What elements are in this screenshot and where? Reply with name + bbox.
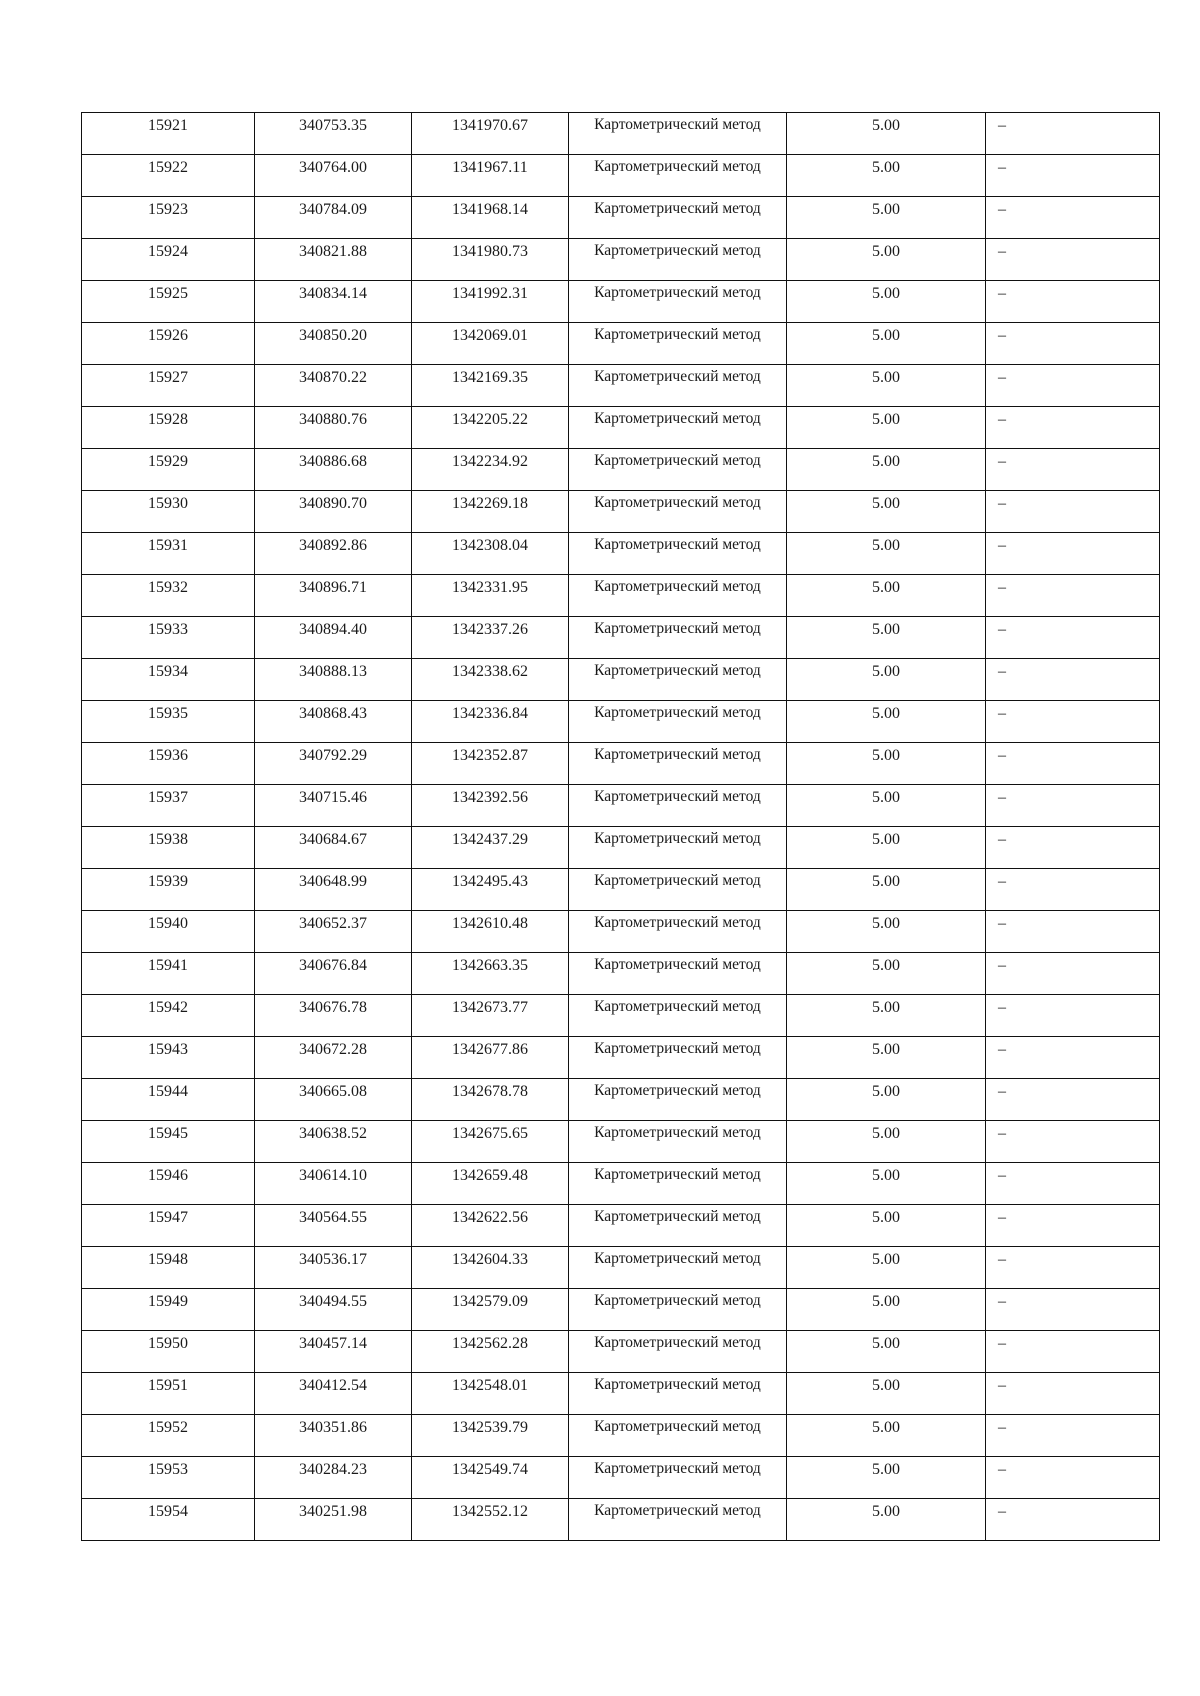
table-row bbox=[82, 1373, 1160, 1415]
table-row bbox=[82, 1289, 1160, 1331]
table-row bbox=[82, 1415, 1160, 1457]
accuracy-cell: 5.00 bbox=[787, 155, 986, 197]
y-coordinate-cell: 1342392.56 bbox=[412, 785, 569, 827]
note-cell: – bbox=[986, 1247, 1160, 1289]
y-coordinate-cell: 1342337.26 bbox=[412, 617, 569, 659]
x-coordinate-cell: 340888.13 bbox=[255, 659, 412, 701]
x-coordinate-cell: 340652.37 bbox=[255, 911, 412, 953]
y-coordinate-cell: 1342437.29 bbox=[412, 827, 569, 869]
accuracy-cell: 5.00 bbox=[787, 953, 986, 995]
note-cell: – bbox=[986, 323, 1160, 365]
method-cell: Картометрический метод bbox=[569, 1079, 787, 1121]
y-coordinate-cell: 1342539.79 bbox=[412, 1415, 569, 1457]
point-number-cell: 15937 bbox=[82, 785, 255, 827]
table-row bbox=[82, 407, 1160, 449]
y-coordinate-cell: 1342604.33 bbox=[412, 1247, 569, 1289]
note-cell: – bbox=[986, 869, 1160, 911]
y-coordinate-cell: 1342622.56 bbox=[412, 1205, 569, 1247]
point-number-cell: 15923 bbox=[82, 197, 255, 239]
y-coordinate-cell: 1342610.48 bbox=[412, 911, 569, 953]
table-row bbox=[82, 743, 1160, 785]
method-cell: Картометрический метод bbox=[569, 1499, 787, 1541]
method-cell: Картометрический метод bbox=[569, 323, 787, 365]
x-coordinate-cell: 340648.99 bbox=[255, 869, 412, 911]
method-cell: Картометрический метод bbox=[569, 1121, 787, 1163]
method-cell: Картометрический метод bbox=[569, 1415, 787, 1457]
method-cell: Картометрический метод bbox=[569, 155, 787, 197]
point-number-cell: 15932 bbox=[82, 575, 255, 617]
x-coordinate-cell: 340494.55 bbox=[255, 1289, 412, 1331]
method-cell: Картометрический метод bbox=[569, 407, 787, 449]
table-row bbox=[82, 995, 1160, 1037]
accuracy-cell: 5.00 bbox=[787, 1373, 986, 1415]
x-coordinate-cell: 340886.68 bbox=[255, 449, 412, 491]
x-coordinate-cell: 340665.08 bbox=[255, 1079, 412, 1121]
accuracy-cell: 5.00 bbox=[787, 911, 986, 953]
note-cell: – bbox=[986, 617, 1160, 659]
point-number-cell: 15953 bbox=[82, 1457, 255, 1499]
y-coordinate-cell: 1342673.77 bbox=[412, 995, 569, 1037]
method-cell: Картометрический метод bbox=[569, 659, 787, 701]
point-number-cell: 15950 bbox=[82, 1331, 255, 1373]
x-coordinate-cell: 340564.55 bbox=[255, 1205, 412, 1247]
accuracy-cell: 5.00 bbox=[787, 281, 986, 323]
x-coordinate-cell: 340684.67 bbox=[255, 827, 412, 869]
note-cell: – bbox=[986, 995, 1160, 1037]
method-cell: Картометрический метод bbox=[569, 1037, 787, 1079]
x-coordinate-cell: 340676.84 bbox=[255, 953, 412, 995]
table-row bbox=[82, 1247, 1160, 1289]
accuracy-cell: 5.00 bbox=[787, 1289, 986, 1331]
x-coordinate-cell: 340896.71 bbox=[255, 575, 412, 617]
y-coordinate-cell: 1342069.01 bbox=[412, 323, 569, 365]
table-row bbox=[82, 1037, 1160, 1079]
method-cell: Картометрический метод bbox=[569, 869, 787, 911]
point-number-cell: 15952 bbox=[82, 1415, 255, 1457]
accuracy-cell: 5.00 bbox=[787, 659, 986, 701]
table-row bbox=[82, 449, 1160, 491]
y-coordinate-cell: 1341968.14 bbox=[412, 197, 569, 239]
note-cell: – bbox=[986, 1079, 1160, 1121]
point-number-cell: 15954 bbox=[82, 1499, 255, 1541]
y-coordinate-cell: 1342663.35 bbox=[412, 953, 569, 995]
point-number-cell: 15928 bbox=[82, 407, 255, 449]
method-cell: Картометрический метод bbox=[569, 113, 787, 155]
note-cell: – bbox=[986, 953, 1160, 995]
table-row bbox=[82, 1163, 1160, 1205]
x-coordinate-cell: 340638.52 bbox=[255, 1121, 412, 1163]
method-cell: Картометрический метод bbox=[569, 1373, 787, 1415]
point-number-cell: 15930 bbox=[82, 491, 255, 533]
table-row bbox=[82, 155, 1160, 197]
table-row bbox=[82, 113, 1160, 155]
method-cell: Картометрический метод bbox=[569, 239, 787, 281]
y-coordinate-cell: 1342549.74 bbox=[412, 1457, 569, 1499]
method-cell: Картометрический метод bbox=[569, 1205, 787, 1247]
point-number-cell: 15949 bbox=[82, 1289, 255, 1331]
accuracy-cell: 5.00 bbox=[787, 1163, 986, 1205]
x-coordinate-cell: 340894.40 bbox=[255, 617, 412, 659]
note-cell: – bbox=[986, 449, 1160, 491]
point-number-cell: 15931 bbox=[82, 533, 255, 575]
y-coordinate-cell: 1342205.22 bbox=[412, 407, 569, 449]
method-cell: Картометрический метод bbox=[569, 449, 787, 491]
y-coordinate-cell: 1342352.87 bbox=[412, 743, 569, 785]
x-coordinate-cell: 340457.14 bbox=[255, 1331, 412, 1373]
point-number-cell: 15927 bbox=[82, 365, 255, 407]
x-coordinate-cell: 340251.98 bbox=[255, 1499, 412, 1541]
y-coordinate-cell: 1342552.12 bbox=[412, 1499, 569, 1541]
x-coordinate-cell: 340821.88 bbox=[255, 239, 412, 281]
note-cell: – bbox=[986, 1205, 1160, 1247]
note-cell: – bbox=[986, 1121, 1160, 1163]
table-row bbox=[82, 491, 1160, 533]
note-cell: – bbox=[986, 575, 1160, 617]
accuracy-cell: 5.00 bbox=[787, 785, 986, 827]
method-cell: Картометрический метод bbox=[569, 575, 787, 617]
table-row bbox=[82, 281, 1160, 323]
y-coordinate-cell: 1342269.18 bbox=[412, 491, 569, 533]
y-coordinate-cell: 1342169.35 bbox=[412, 365, 569, 407]
accuracy-cell: 5.00 bbox=[787, 743, 986, 785]
table-row bbox=[82, 323, 1160, 365]
table-row bbox=[82, 1121, 1160, 1163]
point-number-cell: 15929 bbox=[82, 449, 255, 491]
accuracy-cell: 5.00 bbox=[787, 1415, 986, 1457]
x-coordinate-cell: 340351.86 bbox=[255, 1415, 412, 1457]
accuracy-cell: 5.00 bbox=[787, 995, 986, 1037]
y-coordinate-cell: 1342308.04 bbox=[412, 533, 569, 575]
accuracy-cell: 5.00 bbox=[787, 617, 986, 659]
y-coordinate-cell: 1342331.95 bbox=[412, 575, 569, 617]
y-coordinate-cell: 1342234.92 bbox=[412, 449, 569, 491]
method-cell: Картометрический метод bbox=[569, 701, 787, 743]
point-number-cell: 15934 bbox=[82, 659, 255, 701]
accuracy-cell: 5.00 bbox=[787, 113, 986, 155]
method-cell: Картометрический метод bbox=[569, 1163, 787, 1205]
y-coordinate-cell: 1341970.67 bbox=[412, 113, 569, 155]
method-cell: Картометрический метод bbox=[569, 953, 787, 995]
x-coordinate-cell: 340764.00 bbox=[255, 155, 412, 197]
point-number-cell: 15938 bbox=[82, 827, 255, 869]
note-cell: – bbox=[986, 155, 1160, 197]
x-coordinate-cell: 340834.14 bbox=[255, 281, 412, 323]
point-number-cell: 15933 bbox=[82, 617, 255, 659]
accuracy-cell: 5.00 bbox=[787, 1247, 986, 1289]
table-row bbox=[82, 1079, 1160, 1121]
table-row bbox=[82, 953, 1160, 995]
note-cell: – bbox=[986, 659, 1160, 701]
method-cell: Картометрический метод bbox=[569, 1457, 787, 1499]
coordinates-table-body bbox=[82, 113, 1160, 1541]
note-cell: – bbox=[986, 1499, 1160, 1541]
note-cell: – bbox=[986, 1163, 1160, 1205]
point-number-cell: 15945 bbox=[82, 1121, 255, 1163]
table-row bbox=[82, 239, 1160, 281]
point-number-cell: 15946 bbox=[82, 1163, 255, 1205]
point-number-cell: 15935 bbox=[82, 701, 255, 743]
table-row bbox=[82, 911, 1160, 953]
note-cell: – bbox=[986, 827, 1160, 869]
y-coordinate-cell: 1342678.78 bbox=[412, 1079, 569, 1121]
y-coordinate-cell: 1342675.65 bbox=[412, 1121, 569, 1163]
method-cell: Картометрический метод bbox=[569, 1331, 787, 1373]
x-coordinate-cell: 340890.70 bbox=[255, 491, 412, 533]
note-cell: – bbox=[986, 785, 1160, 827]
accuracy-cell: 5.00 bbox=[787, 449, 986, 491]
x-coordinate-cell: 340676.78 bbox=[255, 995, 412, 1037]
y-coordinate-cell: 1341967.11 bbox=[412, 155, 569, 197]
note-cell: – bbox=[986, 407, 1160, 449]
point-number-cell: 15943 bbox=[82, 1037, 255, 1079]
y-coordinate-cell: 1342562.28 bbox=[412, 1331, 569, 1373]
point-number-cell: 15951 bbox=[82, 1373, 255, 1415]
table-row bbox=[82, 827, 1160, 869]
accuracy-cell: 5.00 bbox=[787, 701, 986, 743]
x-coordinate-cell: 340753.35 bbox=[255, 113, 412, 155]
table-row bbox=[82, 533, 1160, 575]
method-cell: Картометрический метод bbox=[569, 1289, 787, 1331]
point-number-cell: 15941 bbox=[82, 953, 255, 995]
y-coordinate-cell: 1342659.48 bbox=[412, 1163, 569, 1205]
point-number-cell: 15947 bbox=[82, 1205, 255, 1247]
point-number-cell: 15939 bbox=[82, 869, 255, 911]
x-coordinate-cell: 340784.09 bbox=[255, 197, 412, 239]
y-coordinate-cell: 1342548.01 bbox=[412, 1373, 569, 1415]
table-row bbox=[82, 1499, 1160, 1541]
table-row bbox=[82, 575, 1160, 617]
x-coordinate-cell: 340850.20 bbox=[255, 323, 412, 365]
table-row bbox=[82, 1457, 1160, 1499]
method-cell: Картометрический метод bbox=[569, 743, 787, 785]
coordinates-table bbox=[81, 112, 1160, 1541]
note-cell: – bbox=[986, 113, 1160, 155]
x-coordinate-cell: 340892.86 bbox=[255, 533, 412, 575]
method-cell: Картометрический метод bbox=[569, 1247, 787, 1289]
accuracy-cell: 5.00 bbox=[787, 1079, 986, 1121]
table-row bbox=[82, 701, 1160, 743]
accuracy-cell: 5.00 bbox=[787, 365, 986, 407]
point-number-cell: 15942 bbox=[82, 995, 255, 1037]
accuracy-cell: 5.00 bbox=[787, 1331, 986, 1373]
accuracy-cell: 5.00 bbox=[787, 575, 986, 617]
y-coordinate-cell: 1342677.86 bbox=[412, 1037, 569, 1079]
note-cell: – bbox=[986, 701, 1160, 743]
method-cell: Картометрический метод bbox=[569, 491, 787, 533]
note-cell: – bbox=[986, 239, 1160, 281]
accuracy-cell: 5.00 bbox=[787, 533, 986, 575]
point-number-cell: 15925 bbox=[82, 281, 255, 323]
accuracy-cell: 5.00 bbox=[787, 1121, 986, 1163]
note-cell: – bbox=[986, 1289, 1160, 1331]
point-number-cell: 15936 bbox=[82, 743, 255, 785]
y-coordinate-cell: 1342336.84 bbox=[412, 701, 569, 743]
note-cell: – bbox=[986, 911, 1160, 953]
accuracy-cell: 5.00 bbox=[787, 827, 986, 869]
point-number-cell: 15944 bbox=[82, 1079, 255, 1121]
accuracy-cell: 5.00 bbox=[787, 869, 986, 911]
x-coordinate-cell: 340792.29 bbox=[255, 743, 412, 785]
y-coordinate-cell: 1342579.09 bbox=[412, 1289, 569, 1331]
table-row bbox=[82, 1331, 1160, 1373]
note-cell: – bbox=[986, 365, 1160, 407]
note-cell: – bbox=[986, 1415, 1160, 1457]
x-coordinate-cell: 340715.46 bbox=[255, 785, 412, 827]
accuracy-cell: 5.00 bbox=[787, 323, 986, 365]
x-coordinate-cell: 340880.76 bbox=[255, 407, 412, 449]
y-coordinate-cell: 1342495.43 bbox=[412, 869, 569, 911]
point-number-cell: 15926 bbox=[82, 323, 255, 365]
method-cell: Картометрический метод bbox=[569, 365, 787, 407]
method-cell: Картометрический метод bbox=[569, 281, 787, 323]
point-number-cell: 15948 bbox=[82, 1247, 255, 1289]
note-cell: – bbox=[986, 281, 1160, 323]
point-number-cell: 15922 bbox=[82, 155, 255, 197]
accuracy-cell: 5.00 bbox=[787, 1037, 986, 1079]
y-coordinate-cell: 1341992.31 bbox=[412, 281, 569, 323]
x-coordinate-cell: 340672.28 bbox=[255, 1037, 412, 1079]
point-number-cell: 15940 bbox=[82, 911, 255, 953]
x-coordinate-cell: 340284.23 bbox=[255, 1457, 412, 1499]
accuracy-cell: 5.00 bbox=[787, 407, 986, 449]
accuracy-cell: 5.00 bbox=[787, 1499, 986, 1541]
note-cell: – bbox=[986, 1331, 1160, 1373]
y-coordinate-cell: 1341980.73 bbox=[412, 239, 569, 281]
table-row bbox=[82, 1205, 1160, 1247]
point-number-cell: 15924 bbox=[82, 239, 255, 281]
accuracy-cell: 5.00 bbox=[787, 491, 986, 533]
method-cell: Картометрический метод bbox=[569, 995, 787, 1037]
table-row bbox=[82, 365, 1160, 407]
note-cell: – bbox=[986, 1457, 1160, 1499]
method-cell: Картометрический метод bbox=[569, 617, 787, 659]
x-coordinate-cell: 340412.54 bbox=[255, 1373, 412, 1415]
note-cell: – bbox=[986, 743, 1160, 785]
note-cell: – bbox=[986, 1037, 1160, 1079]
note-cell: – bbox=[986, 1373, 1160, 1415]
table-row bbox=[82, 659, 1160, 701]
method-cell: Картометрический метод bbox=[569, 785, 787, 827]
method-cell: Картометрический метод bbox=[569, 533, 787, 575]
table-row bbox=[82, 617, 1160, 659]
x-coordinate-cell: 340870.22 bbox=[255, 365, 412, 407]
note-cell: – bbox=[986, 491, 1160, 533]
accuracy-cell: 5.00 bbox=[787, 1205, 986, 1247]
x-coordinate-cell: 340868.43 bbox=[255, 701, 412, 743]
y-coordinate-cell: 1342338.62 bbox=[412, 659, 569, 701]
method-cell: Картометрический метод bbox=[569, 197, 787, 239]
table-row bbox=[82, 197, 1160, 239]
table-row bbox=[82, 869, 1160, 911]
note-cell: – bbox=[986, 197, 1160, 239]
accuracy-cell: 5.00 bbox=[787, 197, 986, 239]
x-coordinate-cell: 340614.10 bbox=[255, 1163, 412, 1205]
point-number-cell: 15921 bbox=[82, 113, 255, 155]
accuracy-cell: 5.00 bbox=[787, 1457, 986, 1499]
method-cell: Картометрический метод bbox=[569, 911, 787, 953]
accuracy-cell: 5.00 bbox=[787, 239, 986, 281]
table-row bbox=[82, 785, 1160, 827]
x-coordinate-cell: 340536.17 bbox=[255, 1247, 412, 1289]
note-cell: – bbox=[986, 533, 1160, 575]
method-cell: Картометрический метод bbox=[569, 827, 787, 869]
